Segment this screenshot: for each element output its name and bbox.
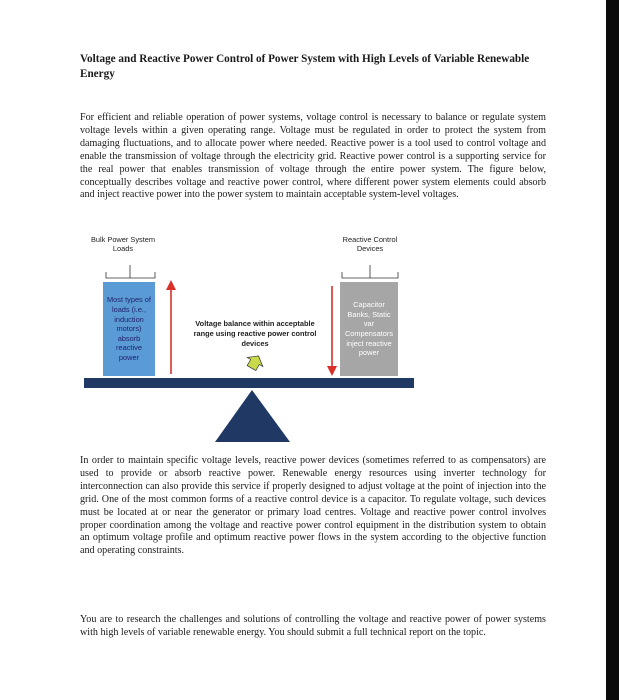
left-heading: Bulk Power System Loads — [90, 235, 156, 253]
task-paragraph: You are to research the challenges and solutions of controlling the voltage and reactive power of power systems with high levels of variable renewable energy. You should submit a full technical report on the topic. — [80, 614, 546, 638]
balance-beam — [84, 378, 414, 388]
voltage-balance-figure — [80, 232, 546, 444]
balance-label: Voltage balance within acceptable range using reactive power control devices — [193, 319, 317, 348]
fulcrum-icon — [215, 390, 290, 442]
right-brace-icon — [342, 265, 398, 278]
compensators-paragraph: In order to maintain specific voltage levels, reactive power devices (sometimes referred to as compensators) are used to provide or absorb reactive power. Renewable energy resources using inverter technology for interconnection can also provide this service if properly designed to adjust voltage at the point of injection into the grid. One of the most common forms of a reactive control device is a capacitor. To regulate voltage, such devices must be located at or near the generator or primary load centres. Voltage and reactive power control involves proper coordination among the voltage and reactive power control equipment in the distribution system to obtain an optimum voltage profile and optimum reactive power flows in the system according to the objective function and operating constraints. — [80, 455, 546, 557]
intro-paragraph: For efficient and reliable operation of power systems, voltage control is necessary to balance or regulate system voltage levels within a given operating range. Voltage must be regulated in order to protect the system from damaging fluctuations, and to allocate power where needed. Reactive power is a tool used to control voltage and enable the transmission of voltage through the electricity grid. Reactive power control is a supporting service for the real power that enables transmission of voltage through the entire power system. The figure below, conceptually describes voltage and reactive power control, where different power system elements could absorb and inject reactive power into the power system to maintain acceptable system-level voltages. — [80, 112, 546, 201]
window-edge — [606, 0, 619, 700]
loads-box: Most types of loads (i.e., induction motors) absorb reactive power — [103, 282, 155, 376]
balance-arrow-icon — [244, 351, 267, 372]
right-heading: Reactive Control Devices — [342, 235, 398, 253]
left-brace-icon — [106, 265, 155, 278]
absorb-arrow-icon — [166, 280, 176, 290]
devices-box: Capacitor Banks, Static var Compensators inject reactive power — [340, 282, 398, 376]
document-title: Voltage and Reactive Power Control of Power System with High Levels of Variable Renewable Energy — [80, 53, 530, 80]
inject-arrow-icon — [327, 366, 337, 376]
